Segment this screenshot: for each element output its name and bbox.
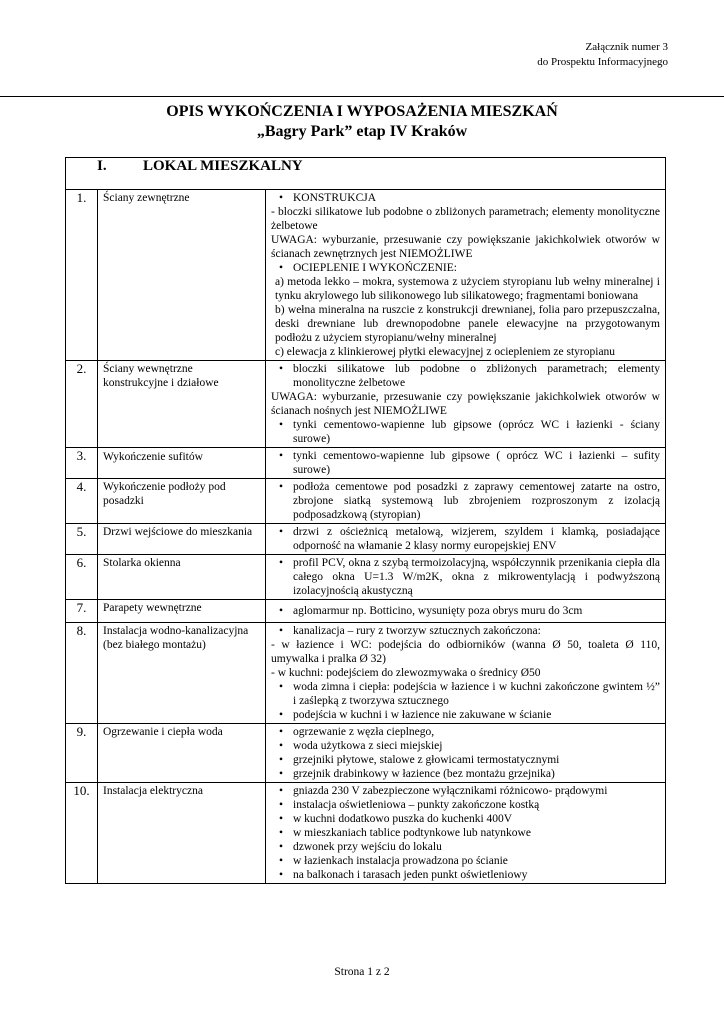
row-description	[266, 479, 666, 524]
list-item: - bloczki silikatowe lub podobne o zbliżonych parametrach; elementy monolityczne żelbetowe	[271, 206, 660, 232]
list-item: • KONSTRUKCJA	[279, 192, 377, 204]
bullet-icon: •	[279, 526, 284, 538]
row-description	[266, 600, 666, 623]
table-row	[66, 190, 666, 361]
row-name: Stolarka okienna	[98, 555, 266, 600]
bullet-icon: •	[279, 625, 284, 637]
list-item: • podłoża cementowe pod posadzki z zaprawy cementowej zatarte na ostro, zbrojone siatką systemową lub zbrojeniem rozproszonym z izolacją podposadzkową (styropian)	[279, 481, 660, 521]
row-description	[266, 623, 666, 724]
bullet-icon: •	[279, 813, 284, 825]
attachment-number: Załącznik numer 3	[585, 41, 668, 53]
row-description	[266, 724, 666, 783]
bullet-icon: •	[279, 754, 284, 766]
bullet-icon: •	[279, 709, 284, 721]
bullet-icon: •	[279, 799, 284, 811]
list-item: • instalacja oświetleniowa – punkty zakończone kostką	[279, 799, 540, 811]
list-item: • OCIEPLENIE I WYKOŃCZENIE:	[279, 262, 457, 274]
document-title	[0, 102, 724, 142]
list-item: • gniazda 230 V zabezpieczone wyłącznikami różnicowo- prądowymi	[279, 785, 608, 797]
list-item: • na balkonach i tarasach jeden punkt oświetleniowy	[279, 869, 528, 881]
row-name: Parapety wewnętrzne	[98, 600, 266, 623]
table-row	[66, 783, 666, 884]
list-item: • grzejnik drabinkowy w łazience (bez montażu grzejnika)	[279, 768, 555, 780]
list-item: • drzwi z ościeżnicą metalową, wizjerem, szyldem i klamką, posiadające odporność na włamanie 2 klasy normy europejskiej ENV	[279, 526, 660, 552]
attachment-header	[537, 40, 668, 70]
row-number: 4.	[66, 479, 98, 524]
section-header	[66, 158, 666, 190]
list-item: • tynki cementowo-wapienne lub gipsowe ( oprócz WC i łazienki – sufity surowe)	[279, 450, 660, 476]
table-row	[66, 600, 666, 623]
row-number: 6.	[66, 555, 98, 600]
bullet-icon: •	[279, 681, 284, 693]
row-description	[266, 448, 666, 479]
row-number: 10.	[66, 783, 98, 884]
list-item: • w mieszkaniach tablice podtynkowe lub natynkowe	[279, 827, 531, 839]
row-name: Wykończenie sufitów	[98, 448, 266, 479]
list-item: • dzwonek przy wejściu do lokalu	[279, 841, 442, 853]
bullet-icon: •	[279, 841, 284, 853]
bullet-icon: •	[279, 768, 284, 780]
bullet-icon: •	[279, 262, 284, 274]
list-item: • grzejniki płytowe, stalowe z głowicami termostatycznymi	[279, 754, 560, 766]
list-item: b) wełna mineralna na ruszcie z konstrukcji drewnianej, folia paro przepuszczalna, deski drewniane lub drewnopodobne panele elewacyjne na przygotowanym podłożu z użyciem styropianu/wełny mineralnej	[275, 304, 660, 344]
bullet-icon: •	[279, 785, 284, 797]
bullet-icon: •	[279, 827, 284, 839]
table-row	[66, 623, 666, 724]
list-item: • ogrzewanie z węzła cieplnego,	[279, 726, 435, 738]
list-item: • w kuchni dodatkowo puszka do kuchenki 400V	[279, 813, 513, 825]
row-description	[266, 190, 666, 361]
table-row	[66, 555, 666, 600]
bullet-icon: •	[279, 419, 284, 431]
title-line-2: „Bagry Park” etap IV Kraków	[256, 123, 468, 140]
bullet-icon: •	[279, 605, 284, 617]
table-row	[66, 361, 666, 448]
section-title: LOKAL MIESZKALNY	[143, 158, 303, 174]
row-description	[266, 555, 666, 600]
row-name: Ściany zewnętrzne	[98, 190, 266, 361]
bullet-icon: •	[279, 740, 284, 752]
table-row	[66, 448, 666, 479]
header-divider	[0, 96, 724, 97]
list-item: UWAGA: wyburzanie, przesuwanie czy powiększanie jakichkolwiek otworów w ścianach nośnych jest NIEMOŻLIWE	[271, 391, 660, 417]
table-row	[66, 724, 666, 783]
list-item: • tynki cementowo-wapienne lub gipsowe (oprócz WC i łazienki - ściany surowe)	[279, 419, 660, 445]
row-number: 3.	[66, 448, 98, 479]
section-header-row	[66, 158, 666, 190]
row-number: 5.	[66, 524, 98, 555]
row-name: Ściany wewnętrzne konstrukcyjne i działowe	[98, 361, 266, 448]
specification-table	[65, 157, 666, 884]
list-item: • aglomarmur np. Botticino, wysunięty poza obrys muru do 3cm	[279, 605, 583, 617]
list-item: UWAGA: wyburzanie, przesuwanie czy powiększanie jakichkolwiek otworów w ścianach zewnętrznych jest NIEMOŻLIWE	[271, 234, 660, 260]
row-number: 9.	[66, 724, 98, 783]
title-line-1: OPIS WYKOŃCZENIA I WYPOSAŻENIA MIESZKAŃ	[166, 103, 558, 120]
list-item: - w kuchni: podejściem do zlewozmywaka o średnicy Ø50	[271, 667, 541, 679]
bullet-icon: •	[279, 450, 284, 462]
list-item: a) metoda lekko – mokra, systemowa z użyciem styropianu lub wełny mineralnej i tynku akrylowego lub silikonowego lub silikatowego; fragmentami boniowana	[275, 276, 660, 302]
bullet-icon: •	[279, 481, 284, 493]
row-name: Instalacja elektryczna	[98, 783, 266, 884]
row-name: Ogrzewanie i ciepła woda	[98, 724, 266, 783]
list-item: • woda użytkowa z sieci miejskiej	[279, 740, 443, 752]
row-number: 2.	[66, 361, 98, 448]
row-number: 8.	[66, 623, 98, 724]
list-item: • w łazienkach instalacja prowadzona po ścianie	[279, 855, 508, 867]
bullet-icon: •	[279, 363, 284, 375]
bullet-icon: •	[279, 855, 284, 867]
list-item: • profil PCV, okna z szybą termoizolacyjną, współczynnik przenikania ciepła dla całego okna U=1.3 W/m2K, okna z mikrowentylacją i podwyższoną izolacyjnością akustyczną	[279, 557, 660, 597]
row-number: 1.	[66, 190, 98, 361]
bullet-icon: •	[279, 557, 284, 569]
list-item: c) elewacja z klinkierowej płytki elewacyjnej z ociepleniem ze styropianu	[275, 346, 616, 358]
prospectus-label: do Prospektu Informacyjnego	[537, 56, 668, 68]
bullet-icon: •	[279, 726, 284, 738]
row-name: Wykończenie podłoży pod posadzki	[98, 479, 266, 524]
row-name: Drzwi wejściowe do mieszkania	[98, 524, 266, 555]
table-row	[66, 524, 666, 555]
bullet-icon: •	[279, 192, 284, 204]
list-item: • kanalizacja – rury z tworzyw sztucznych zakończona:	[279, 625, 541, 637]
bullet-icon: •	[279, 869, 284, 881]
row-name: Instalacja wodno-kanalizacyjna (bez białego montażu)	[98, 623, 266, 724]
row-number: 7.	[66, 600, 98, 623]
list-item: • woda zimna i ciepła: podejścia w łazience i w kuchni zakończone gwintem ½” i zaślepką z tworzywa sztucznego	[279, 681, 660, 707]
page-number: Strona 1 z 2	[334, 966, 390, 978]
row-description	[266, 361, 666, 448]
section-number: I.	[97, 158, 107, 174]
list-item: • podejścia w kuchni i w łazience nie zakuwane w ścianie	[279, 709, 552, 721]
row-description	[266, 783, 666, 884]
list-item: - w łazience i WC: podejścia do odbiorników (wanna Ø 50, toaleta Ø 110, umywalka i pralka Ø 32)	[271, 639, 660, 665]
table-row	[66, 479, 666, 524]
list-item: • bloczki silikatowe lub podobne o zbliżonych parametrach; elementy monolityczne żelbetowe	[279, 363, 660, 389]
row-description	[266, 524, 666, 555]
